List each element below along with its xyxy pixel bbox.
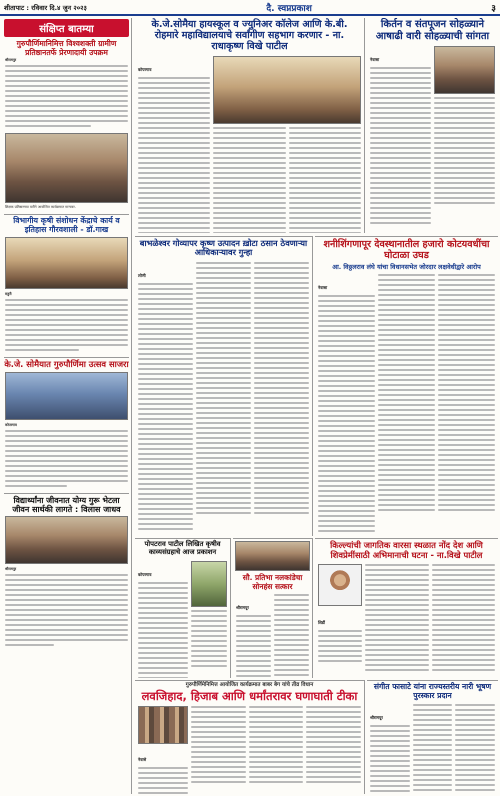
story-top-photo xyxy=(213,56,361,124)
story-mid-a-dateline: लोणी xyxy=(138,272,146,278)
brief-1-headline: गुरुपौर्णिमानिमित्त विश्वशक्ती ग्रामीण प्रतिष्ठानतर्फे प्रेरणादायी उपक्रम xyxy=(16,39,117,57)
story-book-headline: पोपटराव पाटील लिखित कृषीव काव्यसंग्रहाचे आज प्रकाशन xyxy=(144,540,221,556)
story-right-photo xyxy=(434,46,495,94)
brief-3-body xyxy=(2,422,131,491)
story-bottom-dateline: नेवासे xyxy=(138,757,147,763)
brief-4-dateline: श्रीरामपूर xyxy=(5,566,17,571)
brief-3-dateline: कोपरगाव xyxy=(5,422,17,427)
story-top-col2 xyxy=(213,56,361,233)
story-music-headline: संगीत फासाटे यांना राज्यस्तरीय नारी भूषण पुरस्कार प्रदान xyxy=(373,682,492,700)
story-pratibha-photo xyxy=(235,541,310,571)
story-bottom xyxy=(135,680,365,794)
story-mid-b-dateline: नेवासा xyxy=(318,285,328,291)
brief-3-headline: के.जे. सोमैयात गुरुपौर्णिमा उत्सव साजरा xyxy=(4,358,129,369)
brief-4-body xyxy=(2,566,131,650)
story-mid-a xyxy=(135,236,313,536)
brief-1-caption: शिक्षक प्रतिष्ठानच्या वतीने आयोजित कार्यक्रमात मान्यवर. xyxy=(5,205,76,210)
story-pratibha xyxy=(233,538,313,678)
brief-1-body xyxy=(2,57,131,131)
story-mid-b xyxy=(315,236,498,536)
story-fort xyxy=(315,538,498,678)
brief-2-body xyxy=(2,291,131,355)
story-music xyxy=(367,680,498,794)
story-top-col1 xyxy=(138,56,210,233)
brief-2-dateline: राहुरी xyxy=(5,291,12,296)
brief-4-headline: विद्यार्थ्यांना जीवनात योग्य गुरू भेटला जीवन सार्थकी लागते : विलास जाधव xyxy=(12,495,121,514)
story-fort-dateline: शिर्डी xyxy=(318,620,325,626)
left-column xyxy=(2,18,132,794)
story-pratibha-dateline: श्रीरामपूर xyxy=(236,605,249,611)
page-number: ३ xyxy=(491,3,496,14)
masthead xyxy=(0,0,500,16)
story-top-headline: के.जे.सोमैया हायस्कूल व ज्युनिअर कॉलेज आणि के.बी. रोहमारे महाविद्यालयाचे सर्वांगीण सहभाग करणार - ना. राधाकृष्ण विखे पाटील xyxy=(151,19,348,53)
story-right-headline: किर्तन व संतपूजन सोहळ्याने आषाढी वारी सोहळ्याची सांगता xyxy=(375,19,490,42)
brief-4-photo xyxy=(5,516,128,564)
brief-2-headline: विभागीय कृषी संशोधन केंद्राचे कार्य व इतिहास गौरवशाली - डॉ.गाख xyxy=(13,215,120,234)
story-fort-headline: किल्ल्यांची जागतिक वारसा स्थळात नोंद देश आणि शिवप्रेमींसाठी अभिमानाची घटना - ना.विखे पाटील xyxy=(330,540,483,560)
story-book-cover xyxy=(191,561,227,607)
story-right-dateline: नेवासा xyxy=(370,57,380,62)
story-bottom-headline: लवजिहाद, हिजाब आणि धर्मांतरावर घणाघाती टीका xyxy=(141,689,358,704)
story-mid-b-headline: शनीशिंगणापूर देवस्थानातील हजारो कोटयवधींचा घोटाळा उघड xyxy=(323,239,490,262)
brief-2-photo xyxy=(5,237,128,289)
story-fort-portrait xyxy=(318,564,362,606)
story-top xyxy=(135,18,365,233)
story-book-dateline: कोपरगाव xyxy=(138,571,152,577)
story-book xyxy=(135,538,231,678)
story-bottom-kicker: गुरुपौर्णिमेनिमित्त आयोजित कार्यक्रमात बाबर बेग यांचे तीव्र विधान xyxy=(185,682,314,688)
story-music-dateline: श्रीरामपूर xyxy=(370,715,383,721)
story-right xyxy=(367,18,498,233)
story-pratibha-headline: सौ. प्रतिभा नलकांडेचा सोनहंस सत्कार xyxy=(242,573,303,591)
masthead-title: दै. स्वप्नप्रकाश xyxy=(266,3,312,14)
story-top-dateline: कोपरगाव xyxy=(138,67,152,73)
masthead-date: शीतापाट : रविवार दि.४ जुन २०२३ xyxy=(4,3,87,12)
story-bottom-photo xyxy=(138,706,188,744)
story-mid-a-headline: बाभळेश्वर गोव्यापर कृष्ण उत्पादन ख़ोटा ठसान ठेवणाऱ्या आधिकाऱ्यावर गुन्हा xyxy=(139,238,308,258)
section-header: संक्षिप्त बातम्या xyxy=(4,19,129,37)
brief-1-dateline: श्रीरामपुर xyxy=(5,58,17,63)
story-mid-b-subhead: आ. विठ्ठलराव लंघे यांचा विधानसभेत जोरदार लक्षवेधीद्वारे आरोप xyxy=(332,263,481,272)
brief-1-photo xyxy=(5,133,128,203)
brief-3-photo xyxy=(5,372,128,420)
